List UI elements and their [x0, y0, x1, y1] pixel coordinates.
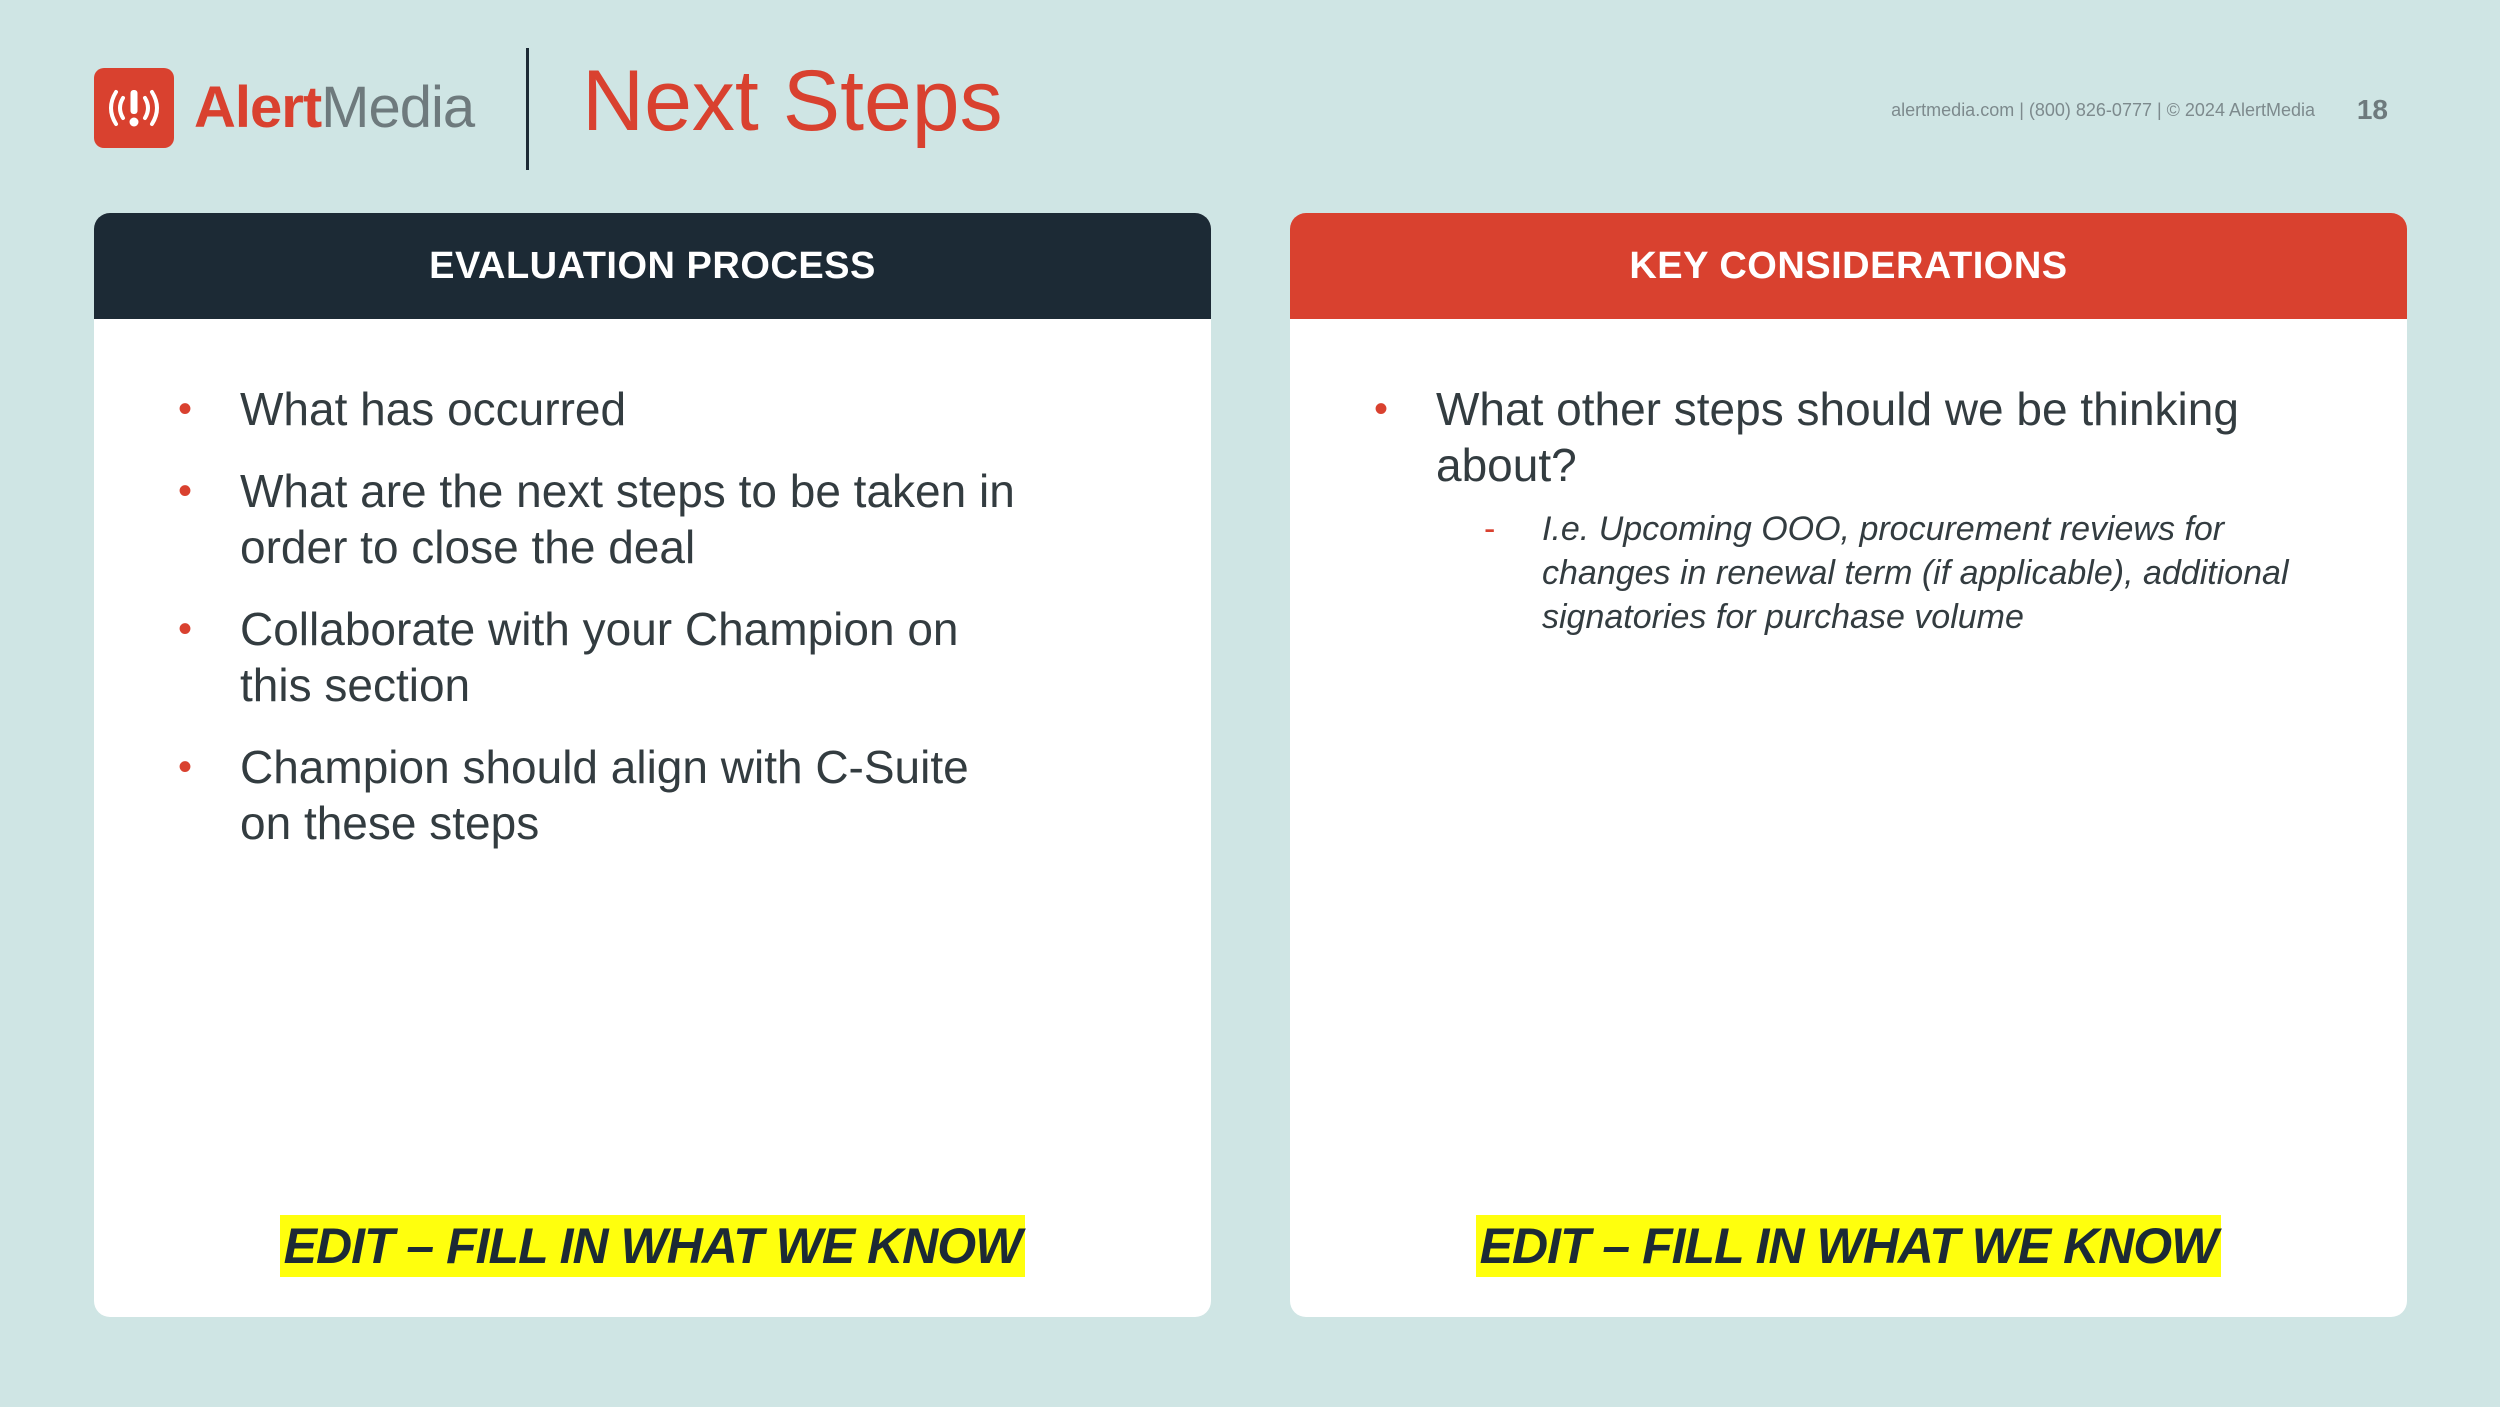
bullet-dot-icon: •: [178, 387, 193, 431]
key-considerations-card: [1290, 213, 2407, 1317]
evaluation-process-card: [94, 213, 1211, 1317]
list-item-text: What are the next steps to be taken in order to close the deal: [240, 465, 1015, 573]
edit-note-text: EDIT – FILL IN WHAT WE KNOW: [280, 1215, 1026, 1277]
bullet-dot-icon: •: [178, 607, 193, 651]
brand-alert-text: Alert: [194, 75, 322, 140]
brand-media-text: Media: [321, 75, 475, 140]
list-item: [94, 463, 1151, 575]
brand-wordmark: [194, 75, 475, 140]
list-item: [94, 601, 1151, 713]
list-item-text: Collaborate with your Champion on this section: [240, 603, 959, 711]
edit-note: [94, 1215, 1211, 1277]
sub-list-item-text: I.e. Upcoming OOO, procurement reviews for changes in renewal term (if applicable), additional signatories for purchase volume: [1542, 510, 2289, 636]
header-divider: [526, 48, 529, 170]
alert-broadcast-icon: [94, 68, 174, 148]
list-item-text: Champion should align with C-Suite on these steps: [240, 741, 969, 849]
page-number: 18: [2356, 94, 2388, 125]
evaluation-process-heading: EVALUATION PROCESS: [94, 213, 1211, 319]
list-item-text: What other steps should we be thinking about?: [1436, 383, 2239, 491]
bullet-dot-icon: •: [178, 745, 193, 789]
list-item: [94, 381, 1151, 437]
bullet-dot-icon: •: [1374, 387, 1389, 431]
page-title: Next Steps: [582, 53, 1003, 149]
edit-note: [1290, 1215, 2407, 1277]
list-item-text: What has occurred: [240, 383, 627, 435]
key-considerations-list: [1290, 381, 2347, 639]
evaluation-process-body: [94, 319, 1211, 851]
evaluation-process-list: [94, 381, 1151, 851]
sub-list-item: [1436, 507, 2347, 639]
key-considerations-body: [1290, 319, 2407, 639]
bullet-dot-icon: •: [178, 469, 193, 513]
list-item: [1290, 381, 2347, 639]
contact-info: alertmedia.com | (800) 826-0777 | © 2024 AlertMedia: [1891, 100, 2315, 120]
key-considerations-heading: KEY CONSIDERATIONS: [1290, 213, 2407, 319]
edit-note-text: EDIT – FILL IN WHAT WE KNOW: [1476, 1215, 2222, 1277]
dash-icon: -: [1484, 510, 1496, 548]
list-item: [94, 739, 1151, 851]
alertmedia-logo: [94, 68, 474, 148]
